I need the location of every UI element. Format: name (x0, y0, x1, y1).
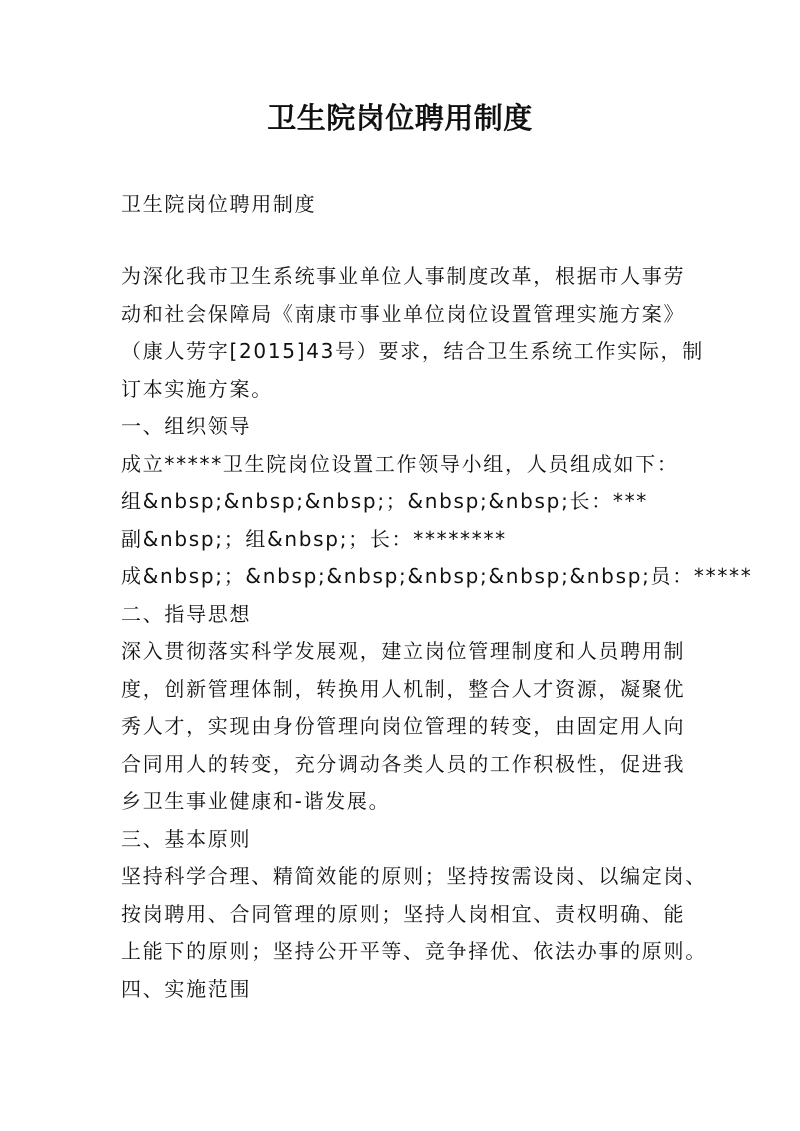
paragraph-line: 为深化我市卫生系统事业单位人事制度改革，根据市人事劳 (121, 264, 686, 288)
paragraph-line: 秀人才，实现由身份管理向岗位管理的转变，由固定用人向 (121, 714, 686, 738)
paragraph-line: 成立*****卫生院岗位设置工作领导小组，人员组成如下： (121, 451, 679, 476)
paragraph-line: 深入贯彻落实科学发展观，建立岗位管理制度和人员聘用制 (121, 639, 686, 663)
document-title: 卫生院岗位聘用制度 (267, 101, 533, 135)
document-body (121, 258, 753, 1008)
section-heading: 一、组织领导 (121, 414, 252, 438)
paragraph-line: 上能下的原则；坚持公开平等、竞争择优、依法办事的原则。 (121, 939, 707, 963)
section-heading: 四、实施范围 (121, 976, 252, 1001)
paragraph-line: 度，创新管理体制，转换用人机制，整合人才资源，凝聚优 (121, 676, 686, 701)
member-line: 成&nbsp;；&nbsp;&nbsp;&nbsp;&nbsp;&nbsp;员：***** (121, 564, 753, 588)
member-line: 副&nbsp;；组&nbsp;；长：******** (121, 526, 507, 551)
paragraph-line: 坚持科学合理、精简效能的原则；坚持按需设岗、以编定岗、 (121, 864, 707, 888)
paragraph-line: 乡卫生事业健康和-谐发展。 (121, 789, 391, 813)
paragraph-line: 合同用人的转变，充分调动各类人员的工作积极性，促进我 (121, 751, 686, 776)
document-subtitle: 卫生院岗位聘用制度 (121, 192, 317, 216)
section-heading: 三、基本原则 (121, 826, 252, 851)
paragraph-line: 订本实施方案。 (121, 376, 273, 401)
paragraph-line: （康人劳字[2015]43号）要求，结合卫生系统工作实际，制 (121, 339, 704, 363)
paragraph-line: 动和社会保障局《南康市事业单位岗位设置管理实施方案》 (121, 301, 686, 326)
paragraph-line: 按岗聘用、合同管理的原则；坚持人岗相宜、责权明确、能 (121, 901, 686, 926)
section-heading: 二、指导思想 (121, 601, 252, 626)
member-line: 组&nbsp;&nbsp;&nbsp;；&nbsp;&nbsp;长：*** (121, 489, 649, 513)
